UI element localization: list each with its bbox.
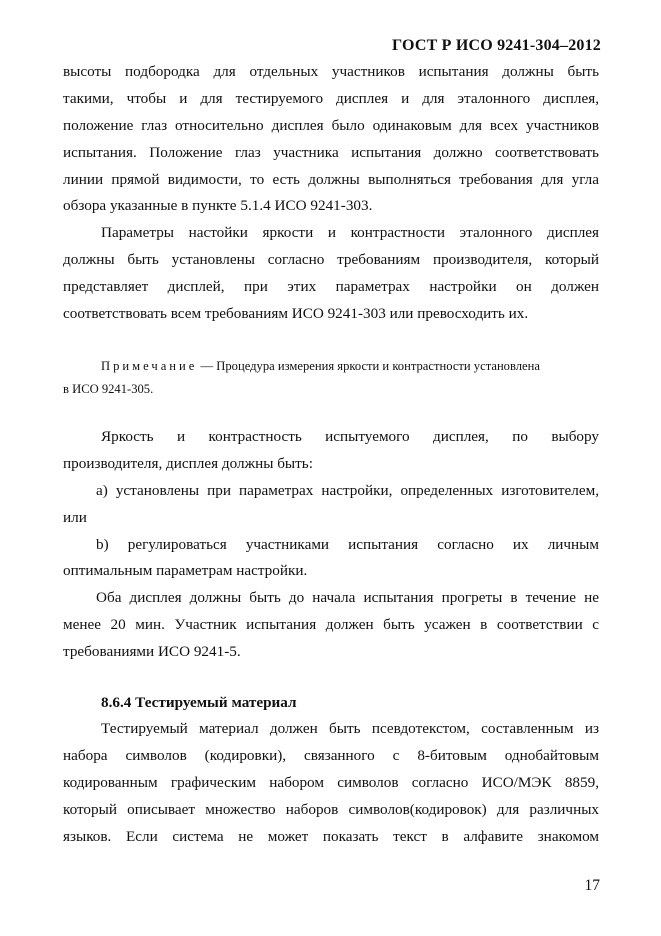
list-item-a: a) установлены при параметрах настройки, определенных изготовителем,: [96, 482, 599, 499]
document-header: ГОСТ Р ИСО 9241-304–2012: [392, 37, 601, 54]
page-number: 17: [584, 877, 600, 894]
paragraph-line: производителя, дисплея должны быть:: [63, 455, 313, 472]
paragraph-line: такими, чтобы и для тестируемого дисплея и для эталонного дисплея,: [63, 90, 599, 107]
list-item-a-continuation: или: [63, 509, 87, 526]
paragraph-line: представляет дисплей, при этих параметрах настройки он должен: [63, 278, 599, 295]
paragraph-line: должны быть установлены согласно требованиям производителя, который: [63, 251, 599, 268]
paragraph-line: Оба дисплея должны быть до начала испытания прогреты в течение не: [96, 589, 599, 606]
section-heading: 8.6.4 Тестируемый материал: [101, 694, 297, 711]
note-line: [101, 357, 599, 375]
paragraph-line: положение глаз относительно дисплея было одинаковым для всех участников: [63, 117, 599, 134]
list-item-b-continuation: оптимальным параметрам настройки.: [63, 562, 308, 579]
paragraph-line: Яркость и контрастность испытуемого дисплея, по выбору: [101, 428, 599, 445]
paragraph-line: Параметры настойки яркости и контрастности эталонного дисплея: [101, 224, 599, 241]
paragraph-line: соответствовать всем требованиям ИСО 9241-303 или превосходить их.: [63, 305, 529, 322]
paragraph-line: менее 20 мин. Участник испытания должен быть усажен в соответствии с: [63, 616, 599, 633]
list-item-b: b) регулироваться участниками испытания согласно их личным: [96, 536, 599, 553]
paragraph-line: обзора указанные в пункте 5.1.4 ИСО 9241-303.: [63, 197, 373, 214]
paragraph-line: требованиями ИСО 9241-5.: [63, 643, 241, 660]
note-line: в ИСО 9241-305.: [63, 382, 154, 396]
note-text: Процедура измерения яркости и контрастности установлена: [216, 359, 540, 373]
note-dash: —: [200, 359, 214, 373]
paragraph-line: набора символов (кодировки), связанного с 8-битовым однобайтовым: [63, 747, 599, 764]
note-label: Примечание: [101, 359, 198, 373]
paragraph-line: высоты подбородка для отдельных участников испытания должны быть: [63, 63, 599, 80]
paragraph-line: языков. Если система не может показать текст в алфавите знакомом: [63, 828, 599, 845]
paragraph-line: испытания. Положение глаз участника испытания должно соответствовать: [63, 144, 599, 161]
paragraph-line: Тестируемый материал должен быть псевдотекстом, составленным из: [101, 720, 599, 737]
paragraph-line: который описывает множество наборов символов(кодировок) для различных: [63, 801, 599, 818]
paragraph-line: линии прямой видимости, то есть должны выполняться требования для угла: [63, 171, 599, 188]
paragraph-line: кодированным графическим набором символов согласно ИСО/МЭК 8859,: [63, 774, 599, 791]
